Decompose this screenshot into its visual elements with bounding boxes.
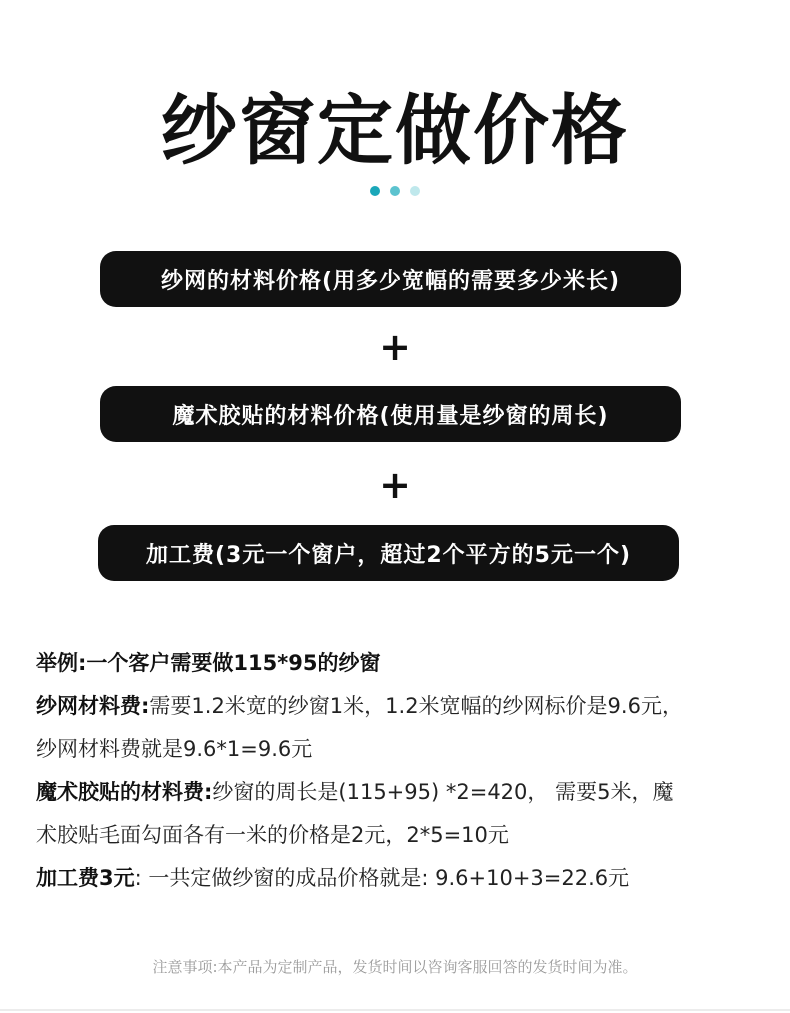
bottom-divider: [0, 1009, 790, 1011]
example-section: [36, 642, 766, 900]
tape-cost-line-2: 术胶贴毛面勾面各有一米的价格是2元，2*5=10元: [36, 823, 509, 847]
dot-3: [410, 186, 420, 196]
mesh-cost-text: 需要1.2米宽的纱窗1米，1.2米宽幅的纱网标价是9.6元，: [149, 694, 683, 718]
notice-text: 注意事项:本产品为定制产品，发货时间以咨询客服回答的发货时间为准。: [152, 958, 638, 976]
mesh-cost-line-2: 纱网材料费就是9.6*1=9.6元: [36, 737, 313, 761]
dot-1: [370, 186, 380, 196]
plus-icon: +: [379, 463, 411, 507]
page-title: 纱窗定做价格: [161, 86, 629, 175]
tape-cost-text: 纱窗的周长是(115+95) *2=420， 需要5米，魔: [212, 780, 674, 804]
fee-text: : 一共定做纱窗的成品价格就是: 9.6+10+3=22.6元: [134, 866, 630, 890]
fee-line: [36, 857, 766, 900]
mesh-material-price-label: 纱网的材料价格(用多少宽幅的需要多少米长): [100, 251, 681, 307]
example-heading: 举例:一个客户需要做115*95的纱窗: [36, 651, 381, 675]
mesh-cost-label: 纱网材料费:: [36, 694, 150, 718]
fee-label: 加工费3元: [36, 866, 135, 890]
processing-fee-label: 加工费(3元一个窗户，超过2个平方的5元一个): [98, 525, 679, 581]
dot-2: [390, 186, 400, 196]
tape-cost-label: 魔术胶贴的材料费:: [36, 780, 213, 804]
tape-cost-line-1: [36, 771, 766, 814]
decorative-dots: [0, 186, 790, 196]
mesh-cost-line-1: [36, 685, 766, 728]
magic-tape-price-label: 魔术胶贴的材料价格(使用量是纱窗的周长): [100, 386, 681, 442]
plus-icon: +: [379, 325, 411, 369]
